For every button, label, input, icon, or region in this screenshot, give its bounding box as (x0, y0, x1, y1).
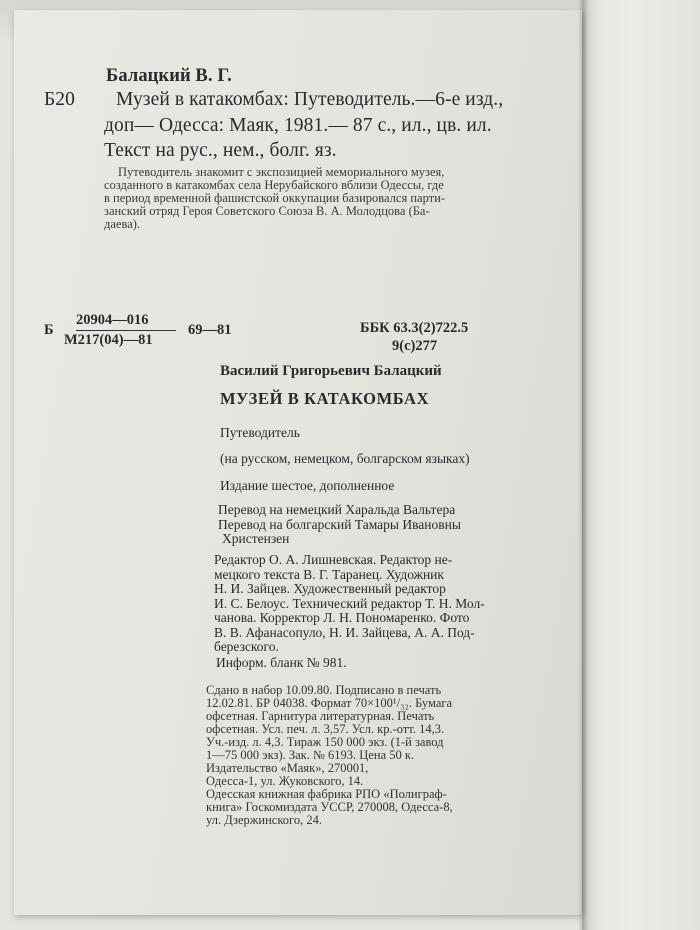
imprint-line: офсетная. Усл. печ. л. 3,57. Усл. кр.-отт. 14,3. (206, 722, 445, 736)
imprint-line: офсетная. Гарнитура литературная. Печать (206, 709, 435, 723)
credits-line: Редактор О. А. Лишневская. Редактор не- (214, 552, 453, 567)
book-spine (582, 0, 700, 930)
author-heading: Балацкий В. Г. (106, 66, 232, 86)
translation-line: Христензен (222, 531, 290, 546)
book-languages: (на русском, немецком, болгарском языках) (220, 451, 470, 466)
bbk-line-1: ББК 63.3(2)722.5 (360, 320, 469, 336)
summary (104, 165, 548, 231)
summary-line: в период временной фашистской оккупации базировался парти- (104, 191, 445, 205)
description-line-3: Текст на рус., нем., болг. яз. (104, 140, 337, 161)
imprint-line: Издательство «Маяк», 270001, (206, 761, 369, 775)
imprint-line: Сдано в набор 10.09.80. Подписано в печать (206, 683, 442, 697)
codes-suffix: 69—81 (188, 322, 232, 338)
summary-line: созданного в катакомбах села Нерубайского вблизи Одессы, где (104, 178, 444, 192)
imprint-line: Одесса-1, ул. Жуковского, 14. (206, 774, 364, 788)
codes-numerator (76, 312, 176, 331)
codes-numerator-text: 20904—016 (76, 312, 176, 331)
credits-block (214, 553, 485, 655)
translation-line: Перевод на болгарский Тамары Ивановны (218, 516, 461, 532)
imprint-line: Одесская книжная фабрика РПО «Полиграф- (206, 787, 447, 801)
summary-line: даева). (104, 217, 141, 231)
imprint-block (206, 684, 453, 827)
book-genre: Путеводитель (220, 425, 300, 440)
credits-line: мецкого текста В. Г. Таранец. Художник (214, 566, 444, 582)
book-edition: Издание шестое, дополненное (220, 478, 395, 493)
author-full-name: Василий Григорьевич Балацкий (220, 363, 442, 379)
summary-line: Путеводитель знакомит с экспозицией мемориального музея, (118, 165, 445, 179)
imprint-line: 12.02.81. БР 04038. Формат 70×100¹/₃₂. Бумага (206, 696, 453, 710)
imprint-line: ул. Дзержинского, 24. (206, 813, 322, 827)
page-gutter-shadow (578, 0, 588, 930)
imprint-line: 1—75 000 экз). Зак. № 6193. Цена 50 к. (206, 748, 415, 762)
index-code: Б20 (44, 89, 75, 110)
summary-line: занский отряд Героя Советского Союза В. А. Молодцова (Ба- (104, 204, 430, 218)
inform-blank: Информ. бланк № 981. (216, 655, 347, 670)
imprint-line: Уч.-изд. л. 4,3. Тираж 150 000 экз. (1-й завод (206, 735, 444, 749)
description-line-2: доп— Одесса: Маяк, 1981.— 87 с., ил., цв. ил. (104, 115, 492, 136)
credits-line: Н. И. Зайцев. Художественный редактор (214, 581, 446, 596)
credits-line: чанова. Корректор Л. Н. Пономаренко. Фото (214, 610, 470, 625)
credits-line: В. В. Афанасопуло, Н. И. Зайцева, А. А. Под- (214, 624, 475, 640)
codes-denominator: М217(04)—81 (64, 332, 153, 348)
translation-block (218, 503, 461, 547)
book-title: МУЗЕЙ В КАТАКОМБАХ (220, 389, 430, 408)
bbk-line-2: 9(с)277 (392, 338, 438, 354)
credits-line: березского. (214, 639, 279, 654)
imprint-line: книга» Госкомиздата УССР, 270008, Одесса-8, (206, 800, 453, 814)
translation-line: Перевод на немецкий Харальда Вальтера (218, 502, 456, 517)
credits-line: И. С. Белоус. Технический редактор Т. Н. Мол- (214, 595, 485, 611)
description-line-1: Музей в катакомбах: Путеводитель.—6-е изд., (116, 89, 504, 110)
codes-letter: Б (44, 322, 54, 338)
